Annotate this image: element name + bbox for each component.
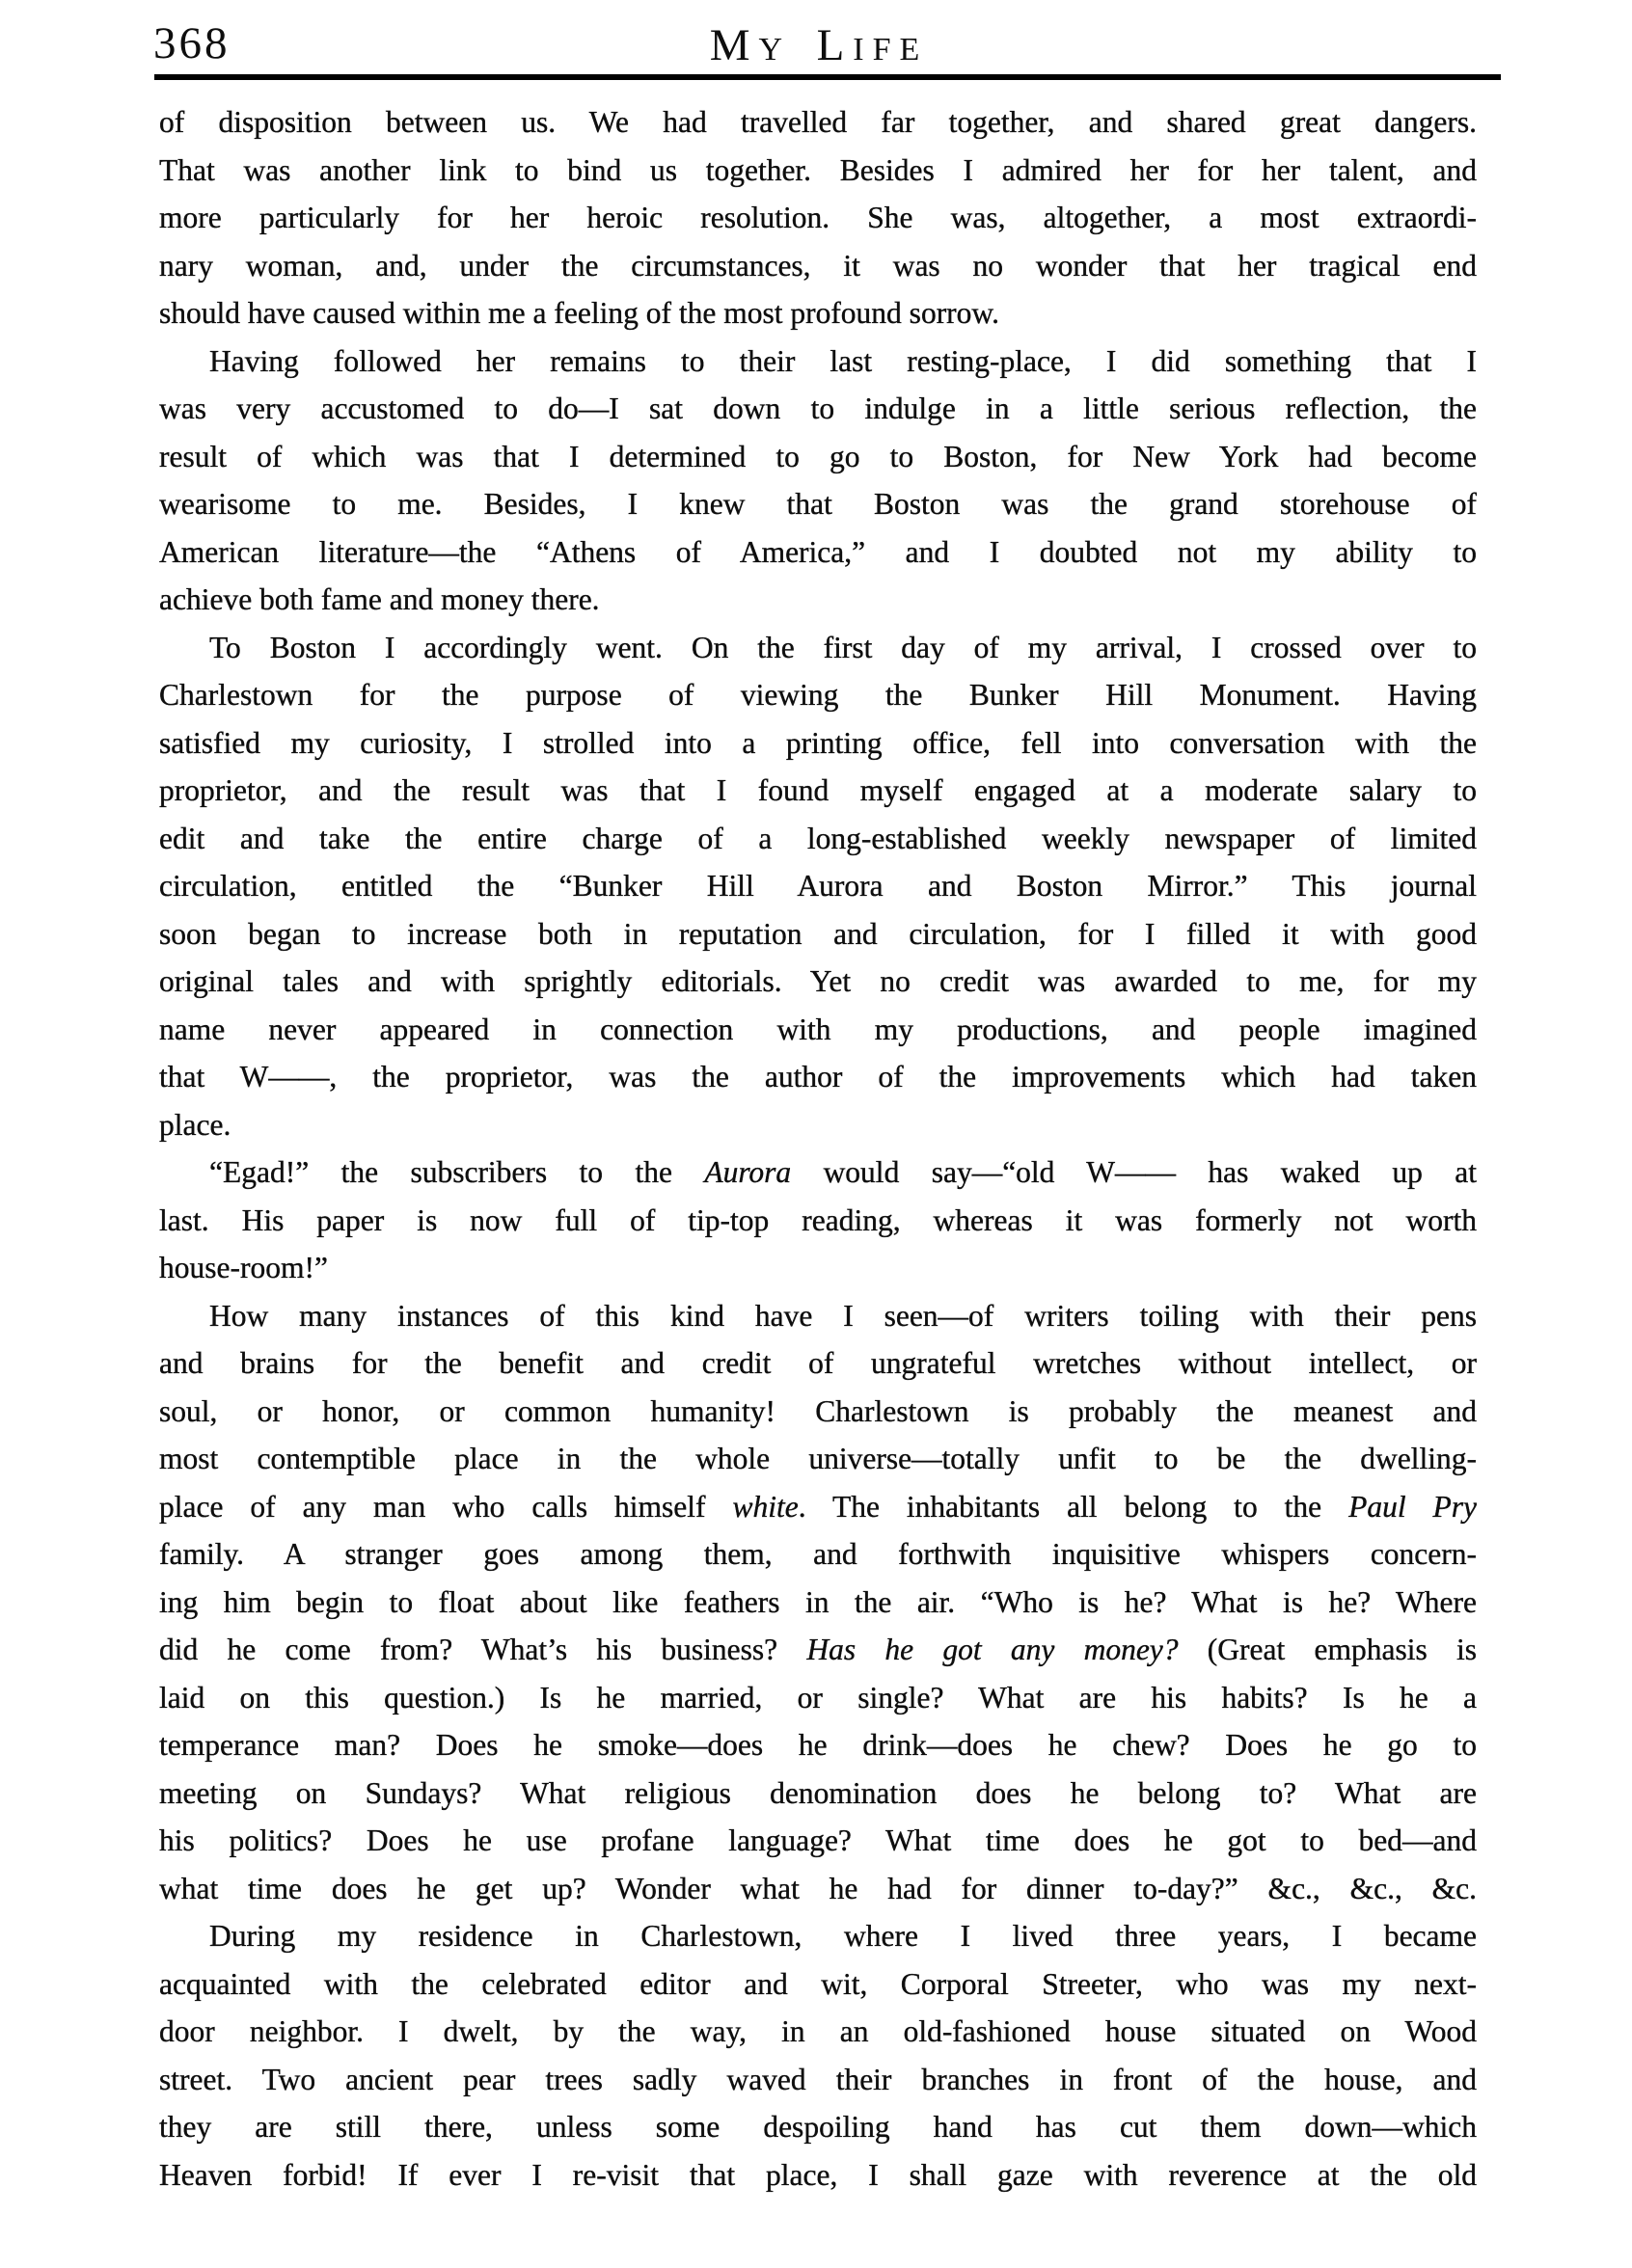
paragraph bbox=[159, 1148, 1477, 1292]
text-line: temperance man? Does he smoke—does he drink—does he chew? Does he go to bbox=[159, 1728, 1477, 1762]
text-line: was very accustomed to do—I sat down to indulge in a little serious reflection, the bbox=[159, 392, 1477, 425]
paragraph bbox=[159, 1292, 1477, 1913]
text-line: original tales and with sprightly editorials. Yet no credit was awarded to me, for my bbox=[159, 964, 1477, 998]
italic-text: white bbox=[732, 1489, 799, 1524]
text-line: soon began to increase both in reputation and circulation, for I filled it with good bbox=[159, 916, 1477, 951]
italic-text: Paul Pry bbox=[1348, 1489, 1477, 1524]
running-title-segment: M bbox=[709, 20, 759, 70]
text-line: Having followed her remains to their last resting-place, I did something that I bbox=[209, 343, 1477, 378]
running-title-segment: L bbox=[816, 20, 854, 70]
text-line: more particularly for her heroic resolution. She was, altogether, a most extraordi- bbox=[159, 201, 1477, 234]
text-line: place of any man who calls himself white. The inhabitants all belong to the Paul Pry bbox=[159, 1489, 1477, 1524]
page-number: 368 bbox=[153, 18, 231, 68]
text-line: achieve both fame and money there. bbox=[159, 582, 600, 616]
text-line: did he come from? What’s his business? Has he got any money? (Great emphasis is bbox=[159, 1633, 1477, 1666]
text-line: his politics? Does he use profane language? What time does he got to bed—and bbox=[159, 1823, 1477, 1857]
text-line: result of which was that I determined to go to Boston, for New York had become bbox=[159, 439, 1477, 473]
text-line: they are still there, unless some despoiling hand has cut them down—which bbox=[159, 2110, 1477, 2144]
header-rule bbox=[154, 74, 1501, 80]
paragraph bbox=[159, 338, 1477, 624]
text-line: nary woman, and, under the circumstances, it was no wonder that her tragical end bbox=[159, 248, 1477, 283]
page-header bbox=[153, 10, 1479, 71]
text-line: and brains for the benefit and credit of ungrateful wretches without intellect, or bbox=[159, 1346, 1477, 1380]
text-line: laid on this question.) Is he married, or single? What are his habits? Is he a bbox=[159, 1680, 1477, 1714]
running-title-segment: Y bbox=[758, 32, 792, 68]
text-line: should have caused within me a feeling of the most profound sorrow. bbox=[159, 296, 1000, 330]
running-title-segment: IFE bbox=[853, 32, 929, 68]
text-line: acquainted with the celebrated editor and wit, Corporal Streeter, who was my next- bbox=[159, 1966, 1477, 2001]
text-line: what time does he get up? Wonder what he had for dinner to-day?” &c., &c., &c. bbox=[159, 1871, 1477, 1905]
text-line: ing him begin to float about like feathers in the air. “Who is he? What is he? Where bbox=[159, 1584, 1477, 1619]
text-line: of disposition between us. We had travelled far together, and shared great dangers. bbox=[159, 105, 1477, 139]
text-line: During my residence in Charlestown, where I lived three years, I became bbox=[209, 1919, 1477, 1953]
paragraph bbox=[159, 1912, 1477, 2199]
italic-text: Aurora bbox=[704, 1155, 792, 1189]
italic-text: Has he got any money? bbox=[806, 1633, 1179, 1666]
running-title-segment bbox=[791, 32, 817, 68]
running-title bbox=[159, 19, 1479, 71]
text-line: most contemptible place in the whole universe—totally unfit to be the dwelling- bbox=[159, 1442, 1477, 1475]
text-line: To Boston I accordingly went. On the first day of my arrival, I crossed over to bbox=[209, 630, 1477, 664]
paragraph bbox=[159, 98, 1477, 338]
paragraph bbox=[159, 624, 1477, 1149]
text-line: last. His paper is now full of tip-top reading, whereas it was formerly not worth bbox=[159, 1202, 1477, 1237]
text-line: Heaven forbid! If ever I re-visit that place, I shall gaze with reverence at the old bbox=[159, 2157, 1477, 2192]
text-line: How many instances of this kind have I seen—of writers toiling with their pens bbox=[209, 1298, 1477, 1333]
text-line: soul, or honor, or common humanity! Charlestown is probably the meanest and bbox=[159, 1393, 1477, 1428]
text-line: circulation, entitled the “Bunker Hill Aurora and Boston Mirror.” This journal bbox=[159, 869, 1477, 903]
text-line: American literature—the “Athens of America,” and I doubted not my ability to bbox=[159, 534, 1477, 569]
text-line: family. A stranger goes among them, and forthwith inquisitive whispers concern- bbox=[159, 1537, 1477, 1571]
text-line: That was another link to bind us together. Besides I admired her for her talent, and bbox=[159, 152, 1477, 187]
text-line: place. bbox=[159, 1107, 231, 1142]
page-body bbox=[159, 98, 1477, 2199]
text-line: door neighbor. I dwelt, by the way, in an old-fashioned house situated on Wood bbox=[159, 2014, 1477, 2048]
text-line: wearisome to me. Besides, I knew that Boston was the grand storehouse of bbox=[159, 487, 1477, 521]
text-line: Charlestown for the purpose of viewing the Bunker Hill Monument. Having bbox=[159, 678, 1477, 712]
text-line: proprietor, and the result was that I found myself engaged at a moderate salary to bbox=[159, 773, 1477, 807]
text-line: name never appeared in connection with my productions, and people imagined bbox=[159, 1012, 1477, 1046]
text-line: “Egad!” the subscribers to the Aurora would say—“old W—— has waked up at bbox=[209, 1155, 1477, 1189]
text-line: street. Two ancient pear trees sadly waved their branches in front of the house, and bbox=[159, 2062, 1477, 2096]
text-line: meeting on Sundays? What religious denomination does he belong to? What are bbox=[159, 1775, 1477, 1810]
text-line: edit and take the entire charge of a long-established weekly newspaper of limited bbox=[159, 821, 1477, 855]
text-line: house-room!” bbox=[159, 1251, 328, 1284]
text-line: that W——, the proprietor, was the author of the improvements which had taken bbox=[159, 1060, 1477, 1094]
text-line: satisfied my curiosity, I strolled into a printing office, fell into conversation with the bbox=[159, 725, 1477, 760]
